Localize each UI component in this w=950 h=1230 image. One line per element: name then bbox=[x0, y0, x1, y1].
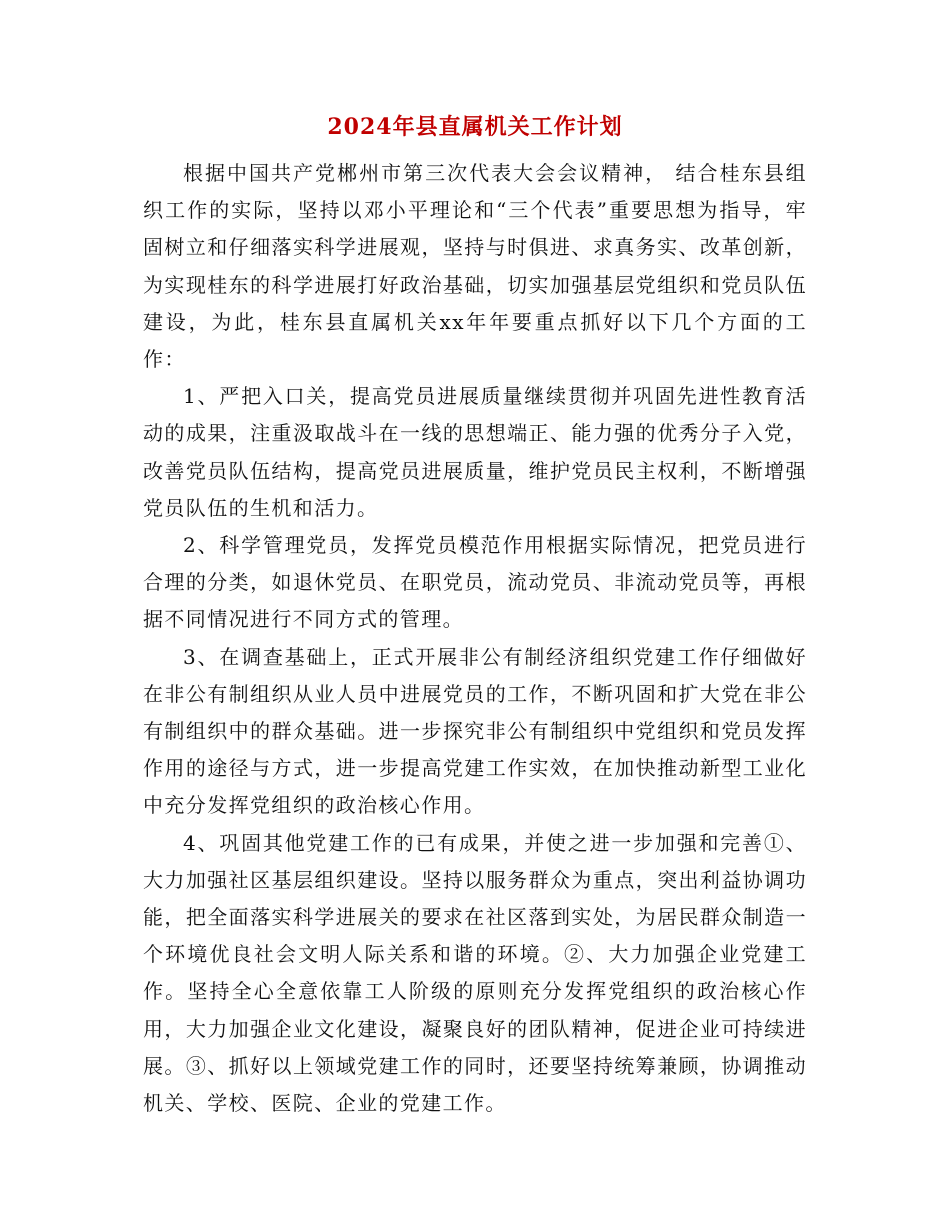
paragraph-item-4: 4、巩固其他党建工作的已有成果，并使之进一步加强和完善①、大力加强社区基层组织建设。坚持以服务群众为重点，突出利益协调功能，把全面落实科学进展关的要求在社区落到实处，为居民群众制造一个环境优良社会文明人际关系和谐的环境。②、大力加强企业党建工作。坚持全心全意依靠工人阶级的原则充分发挥党组织的政治核心作用，大力加强企业文化建设，凝聚良好的团队精神，促进企业可持续进展。③、抓好以上领域党建工作的同时，还要坚持统筹兼顾，协调推动机关、学校、医院、企业的党建工作。 bbox=[143, 830, 807, 1116]
document-body bbox=[143, 155, 807, 1122]
paragraph-item-2: 2、科学管理党员，发挥党员模范作用根据实际情况，把党员进行合理的分类，如退休党员、在职党员，流动党员、非流动党员等，再根据不同情况进行不同方式的管理。 bbox=[143, 533, 807, 632]
paragraph-intro: 根据中国共产党郴州市第三次代表大会会议精神， 结合桂东县组织工作的实际，坚持以邓小平理论和“三个代表”重要思想为指导，牢固树立和仔细落实科学进展观，坚持与时俱进、求真务实、改革创新，为实现桂东的科学进展打好政治基础，切实加强基层党组织和党员队伍建设，为此，桂东县直属机关xx年年要重点抓好以下几个方面的工作： bbox=[143, 161, 807, 372]
document-title: 2024年县直属机关工作计划 bbox=[327, 114, 623, 140]
paragraph-item-1: 1、严把入口关，提高党员进展质量继续贯彻并巩固先进性教育活动的成果，注重汲取战斗在一线的思想端正、能力强的优秀分子入党，改善党员队伍结构，提高党员进展质量，维护党员民主权利，不断增强党员队伍的生机和活力。 bbox=[143, 384, 807, 520]
paragraph-item-3: 3、在调查基础上，正式开展非公有制经济组织党建工作仔细做好在非公有制组织从业人员中进展党员的工作，不断巩固和扩大党在非公有制组织中的群众基础。进一步探究非公有制组织中党组织和党员发挥作用的途径与方式，进一步提高党建工作实效，在加快推动新型工业化中充分发挥党组织的政治核心作用。 bbox=[143, 644, 807, 818]
